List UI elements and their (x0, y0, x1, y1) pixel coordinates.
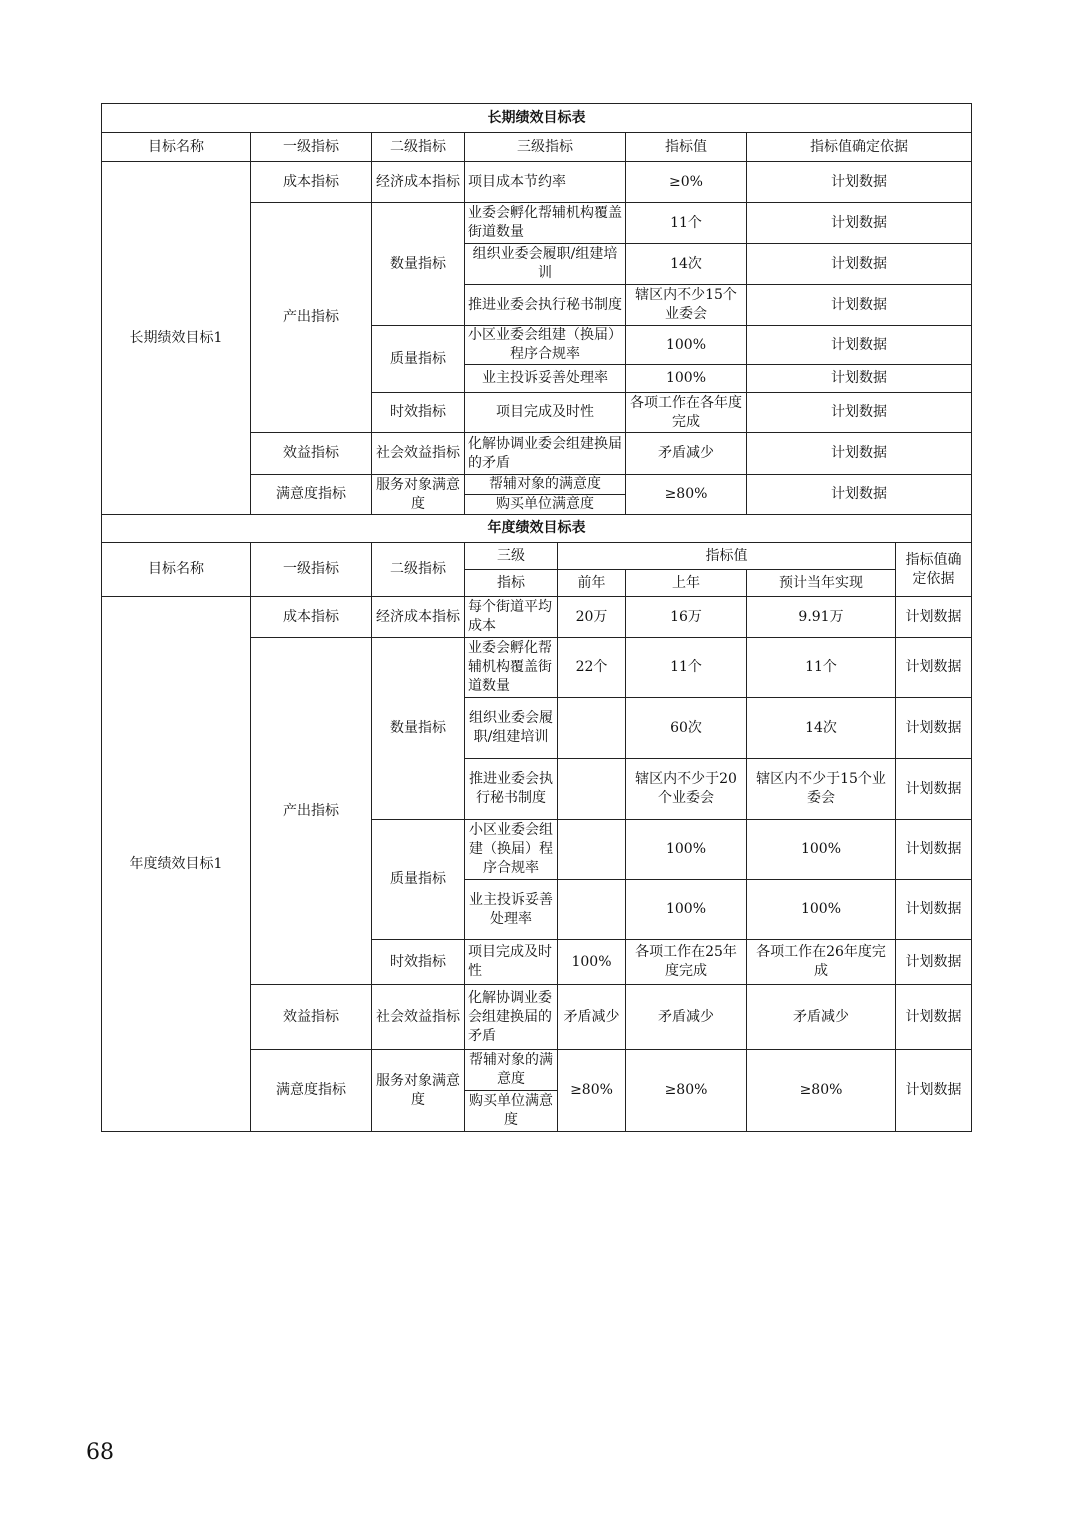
lt-level3: 帮辅对象的满意度 (465, 475, 626, 495)
lt-basis: 计划数据 (747, 365, 972, 393)
an-level2-timeliness: 时效指标 (372, 940, 465, 985)
an-last-year-value: 60次 (626, 698, 747, 759)
an-this-year-value: 11个 (747, 638, 896, 698)
an-last-year-value: 16万 (626, 597, 747, 638)
an-level3: 购买单位满意度 (465, 1091, 558, 1132)
lt-value: 11个 (626, 203, 747, 244)
lt-header-level1: 一级指标 (251, 133, 372, 162)
an-prev-year-value (558, 759, 626, 820)
lt-level3: 组织业委会履职/组建培训 (465, 244, 626, 285)
an-level2-quality: 质量指标 (372, 820, 465, 940)
lt-value: ≥0% (626, 162, 747, 203)
lt-level2-econ-cost: 经济成本指标 (372, 162, 465, 203)
lt-basis: 计划数据 (747, 433, 972, 475)
lt-basis: 计划数据 (747, 244, 972, 285)
an-level3: 组织业委会履职/组建培训 (465, 698, 558, 759)
lt-level1-cost: 成本指标 (251, 162, 372, 203)
lt-header-value: 指标值 (626, 133, 747, 162)
lt-level3: 购买单位满意度 (465, 495, 626, 515)
an-level2-econ-cost: 经济成本指标 (372, 597, 465, 638)
an-this-year-value: 100% (747, 880, 896, 940)
lt-level3: 项目成本节约率 (465, 162, 626, 203)
lt-level2-timeliness: 时效指标 (372, 393, 465, 433)
an-last-year-value: 各项工作在25年度完成 (626, 940, 747, 985)
an-this-year-value: 各项工作在26年度完成 (747, 940, 896, 985)
an-basis: 计划数据 (896, 698, 972, 759)
an-level3: 化解协调业委会组建换届的矛盾 (465, 985, 558, 1050)
an-last-year-value: 矛盾减少 (626, 985, 747, 1050)
lt-level3: 化解协调业委会组建换届的矛盾 (465, 433, 626, 475)
an-last-year-value: 11个 (626, 638, 747, 698)
an-prev-year-value: 22个 (558, 638, 626, 698)
lt-level1-benefit: 效益指标 (251, 433, 372, 475)
lt-level2-quantity: 数量指标 (372, 203, 465, 326)
an-basis: 计划数据 (896, 759, 972, 820)
an-prev-year-value: 20万 (558, 597, 626, 638)
lt-level2-social-benefit: 社会效益指标 (372, 433, 465, 475)
an-header-level1: 一级指标 (251, 543, 372, 597)
an-basis: 计划数据 (896, 940, 972, 985)
lt-level3: 小区业委会组建（换届）程序合规率 (465, 326, 626, 365)
an-header-level2: 二级指标 (372, 543, 465, 597)
an-header-value: 指标值 (558, 543, 896, 570)
lt-level3: 业委会孵化帮辅机构覆盖街道数量 (465, 203, 626, 244)
an-level3: 业委会孵化帮辅机构覆盖街道数量 (465, 638, 558, 698)
an-prev-year-value (558, 698, 626, 759)
lt-level3: 推进业委会执行秘书制度 (465, 285, 626, 326)
an-prev-year-value: 100% (558, 940, 626, 985)
lt-level1-output: 产出指标 (251, 203, 372, 433)
an-level2-service-satisfaction: 服务对象满意度 (372, 1050, 465, 1132)
an-header-goal-name: 目标名称 (102, 543, 251, 597)
an-prev-year-value (558, 820, 626, 880)
lt-basis: 计划数据 (747, 203, 972, 244)
lt-value: 各项工作在各年度完成 (626, 393, 747, 433)
an-level3: 帮辅对象的满意度 (465, 1050, 558, 1091)
long-term-table-title: 长期绩效目标表 (102, 104, 972, 133)
an-level1-benefit: 效益指标 (251, 985, 372, 1050)
an-level1-output: 产出指标 (251, 638, 372, 985)
lt-value: ≥80% (626, 475, 747, 515)
an-header-basis: 指标值确定依据 (896, 543, 972, 597)
lt-value: 矛盾减少 (626, 433, 747, 475)
an-basis: 计划数据 (896, 880, 972, 940)
an-prev-year-value: 矛盾减少 (558, 985, 626, 1050)
an-goal-name: 年度绩效目标1 (102, 597, 251, 1132)
lt-level2-quality: 质量指标 (372, 326, 465, 393)
lt-value: 辖区内不少15个业委会 (626, 285, 747, 326)
an-basis: 计划数据 (896, 597, 972, 638)
an-header-last-year: 上年 (626, 570, 747, 597)
lt-level2-service-satisfaction: 服务对象满意度 (372, 475, 465, 515)
an-header-level3-bottom: 指标 (465, 570, 558, 597)
an-this-year-value: 矛盾减少 (747, 985, 896, 1050)
lt-level1-satisfaction: 满意度指标 (251, 475, 372, 515)
lt-basis: 计划数据 (747, 475, 972, 515)
an-level2-social-benefit: 社会效益指标 (372, 985, 465, 1050)
an-last-year-value: ≥80% (626, 1050, 747, 1132)
an-last-year-value: 100% (626, 880, 747, 940)
lt-header-goal-name: 目标名称 (102, 133, 251, 162)
an-this-year-value: 9.91万 (747, 597, 896, 638)
lt-basis: 计划数据 (747, 162, 972, 203)
lt-header-basis: 指标值确定依据 (747, 133, 972, 162)
an-prev-year-value (558, 880, 626, 940)
an-basis: 计划数据 (896, 820, 972, 880)
lt-level3: 业主投诉妥善处理率 (465, 365, 626, 393)
lt-header-level3: 三级指标 (465, 133, 626, 162)
an-level3: 每个街道平均成本 (465, 597, 558, 638)
lt-basis: 计划数据 (747, 393, 972, 433)
an-this-year-value: 100% (747, 820, 896, 880)
an-this-year-value: 14次 (747, 698, 896, 759)
an-prev-year-value: ≥80% (558, 1050, 626, 1132)
an-header-this-year: 预计当年实现 (747, 570, 896, 597)
an-level3: 小区业委会组建（换届）程序合规率 (465, 820, 558, 880)
an-this-year-value: 辖区内不少于15个业委会 (747, 759, 896, 820)
lt-value: 14次 (626, 244, 747, 285)
lt-basis: 计划数据 (747, 326, 972, 365)
an-basis: 计划数据 (896, 638, 972, 698)
lt-value: 100% (626, 365, 747, 393)
lt-basis: 计划数据 (747, 285, 972, 326)
performance-goal-table (101, 103, 972, 1132)
an-level3: 推进业委会执行秘书制度 (465, 759, 558, 820)
lt-goal-name: 长期绩效目标1 (102, 162, 251, 515)
an-level3: 项目完成及时性 (465, 940, 558, 985)
an-basis: 计划数据 (896, 1050, 972, 1132)
an-last-year-value: 100% (626, 820, 747, 880)
an-this-year-value: ≥80% (747, 1050, 896, 1132)
lt-header-level2: 二级指标 (372, 133, 465, 162)
an-header-level3-top: 三级 (465, 543, 558, 570)
an-last-year-value: 辖区内不少于20个业委会 (626, 759, 747, 820)
an-level1-cost: 成本指标 (251, 597, 372, 638)
an-level1-satisfaction: 满意度指标 (251, 1050, 372, 1132)
annual-table-title: 年度绩效目标表 (102, 515, 972, 543)
lt-value: 100% (626, 326, 747, 365)
page-number: 68 (86, 1440, 114, 1465)
an-level3: 业主投诉妥善处理率 (465, 880, 558, 940)
an-header-prev-year: 前年 (558, 570, 626, 597)
lt-level3: 项目完成及时性 (465, 393, 626, 433)
an-basis: 计划数据 (896, 985, 972, 1050)
an-level2-quantity: 数量指标 (372, 638, 465, 820)
